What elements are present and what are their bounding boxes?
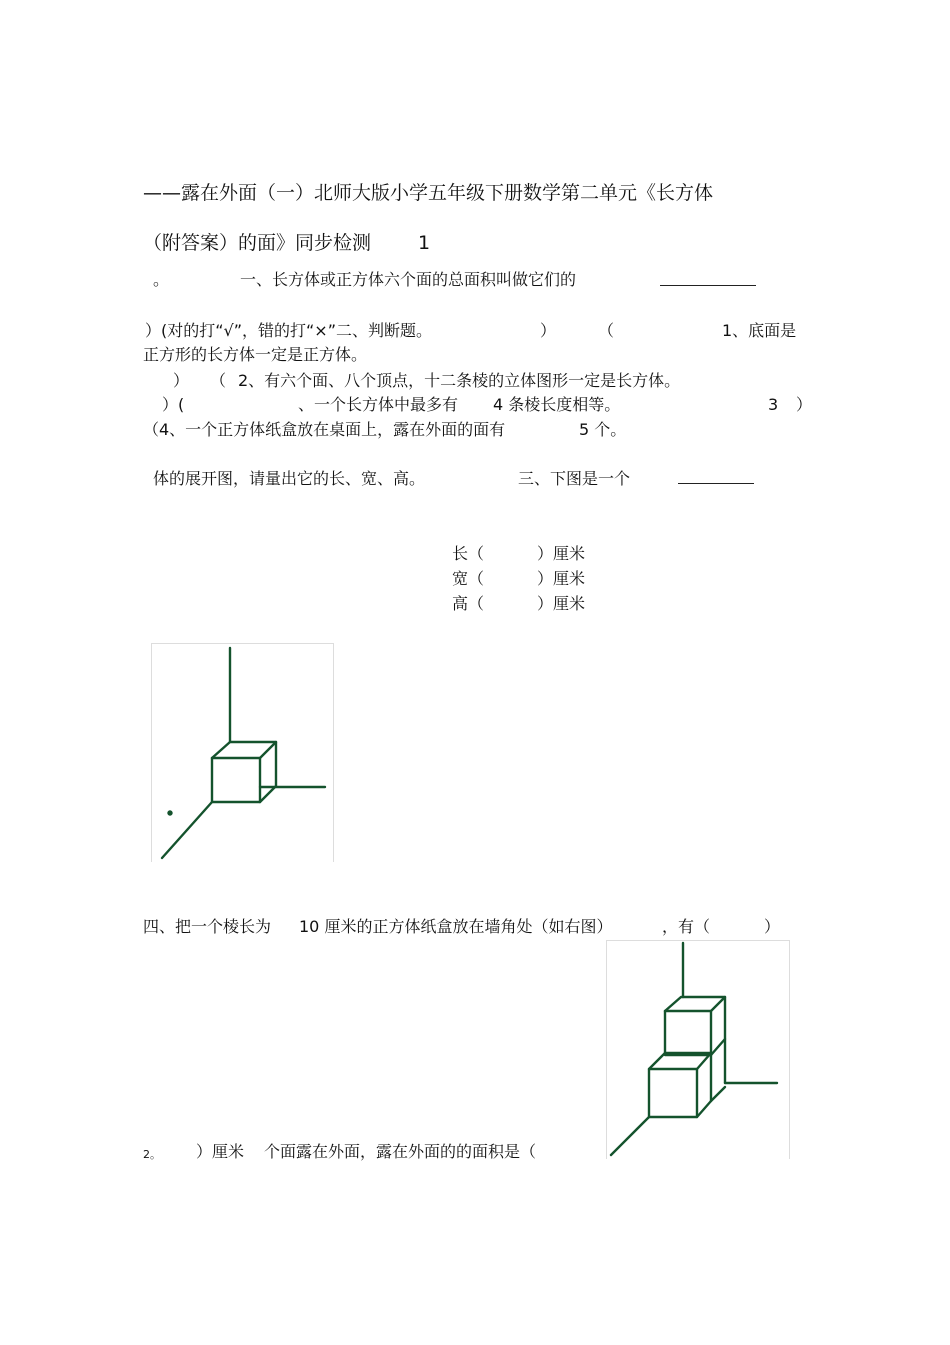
question-4: （4、一个正方体纸盒放在桌面上，露在外面的面有 <box>143 420 506 439</box>
section-4-paren-open: ，有（ <box>662 917 711 936</box>
answer-blank-3 <box>678 483 754 484</box>
superscript-2: 2。 <box>143 1148 161 1161</box>
section-3-heading: 三、下图是一个 <box>518 469 631 488</box>
corner-cube-figure <box>151 643 334 862</box>
height-label: 高（ <box>452 594 485 613</box>
question-1-end: 正方形的长方体一定是正方体。 <box>143 345 368 364</box>
section-4-heading: 四、把一个棱长为 <box>143 917 272 936</box>
page-title-line-2: （附答案）的面》同步检测 <box>143 232 372 254</box>
page-title-number: 1 <box>418 232 431 254</box>
question-2: 2、有六个面、八个顶点，十二条棱的立体图形一定是长方体。 <box>238 371 681 390</box>
length-unit: ）厘米 <box>537 544 586 563</box>
section-3-text: 体的展开图，请量出它的长、宽、高。 <box>153 469 426 488</box>
answer-paren: ）( <box>162 395 185 414</box>
section-4-unit: ）厘米 <box>196 1142 245 1161</box>
section-4-text: 10 厘米的正方体纸盒放在墙角处（如右图） <box>299 917 613 936</box>
section-2-heading: ）(对的打“√”，错的打“×”二、判断题。 <box>145 321 433 340</box>
height-unit: ）厘米 <box>537 594 586 613</box>
answer-paren-open: （ <box>210 371 227 390</box>
question-3-text-end: 4 条棱长度相等。 <box>493 395 621 414</box>
question-3-text: 、一个长方体中最多有 <box>298 395 459 414</box>
width-unit: ）厘米 <box>537 569 586 588</box>
length-label: 长（ <box>452 544 485 563</box>
stacked-cubes-figure <box>606 940 790 1159</box>
section-4-question: 个面露在外面，露在外面的的面积是（ <box>264 1142 537 1161</box>
width-label: 宽（ <box>452 569 485 588</box>
question-3-number: 3 <box>768 395 779 414</box>
section-1-prefix: 。 <box>153 270 170 289</box>
answer-paren-open: （ <box>598 321 615 340</box>
answer-paren-close: ） <box>796 395 813 414</box>
section-1-question: 一、长方体或正方体六个面的总面积叫做它们的 <box>240 270 577 289</box>
answer-paren-close: ） <box>173 371 190 390</box>
question-1-start: 1、底面是 <box>722 321 797 340</box>
answer-blank-1 <box>660 285 756 286</box>
page-title-line-1: ——露在外面（一）北师大版小学五年级下册数学第二单元《长方体 <box>143 182 714 204</box>
question-4-end: 5 个。 <box>579 420 627 439</box>
answer-paren-close: ） <box>540 321 557 340</box>
section-4-paren-close: ） <box>764 917 781 936</box>
